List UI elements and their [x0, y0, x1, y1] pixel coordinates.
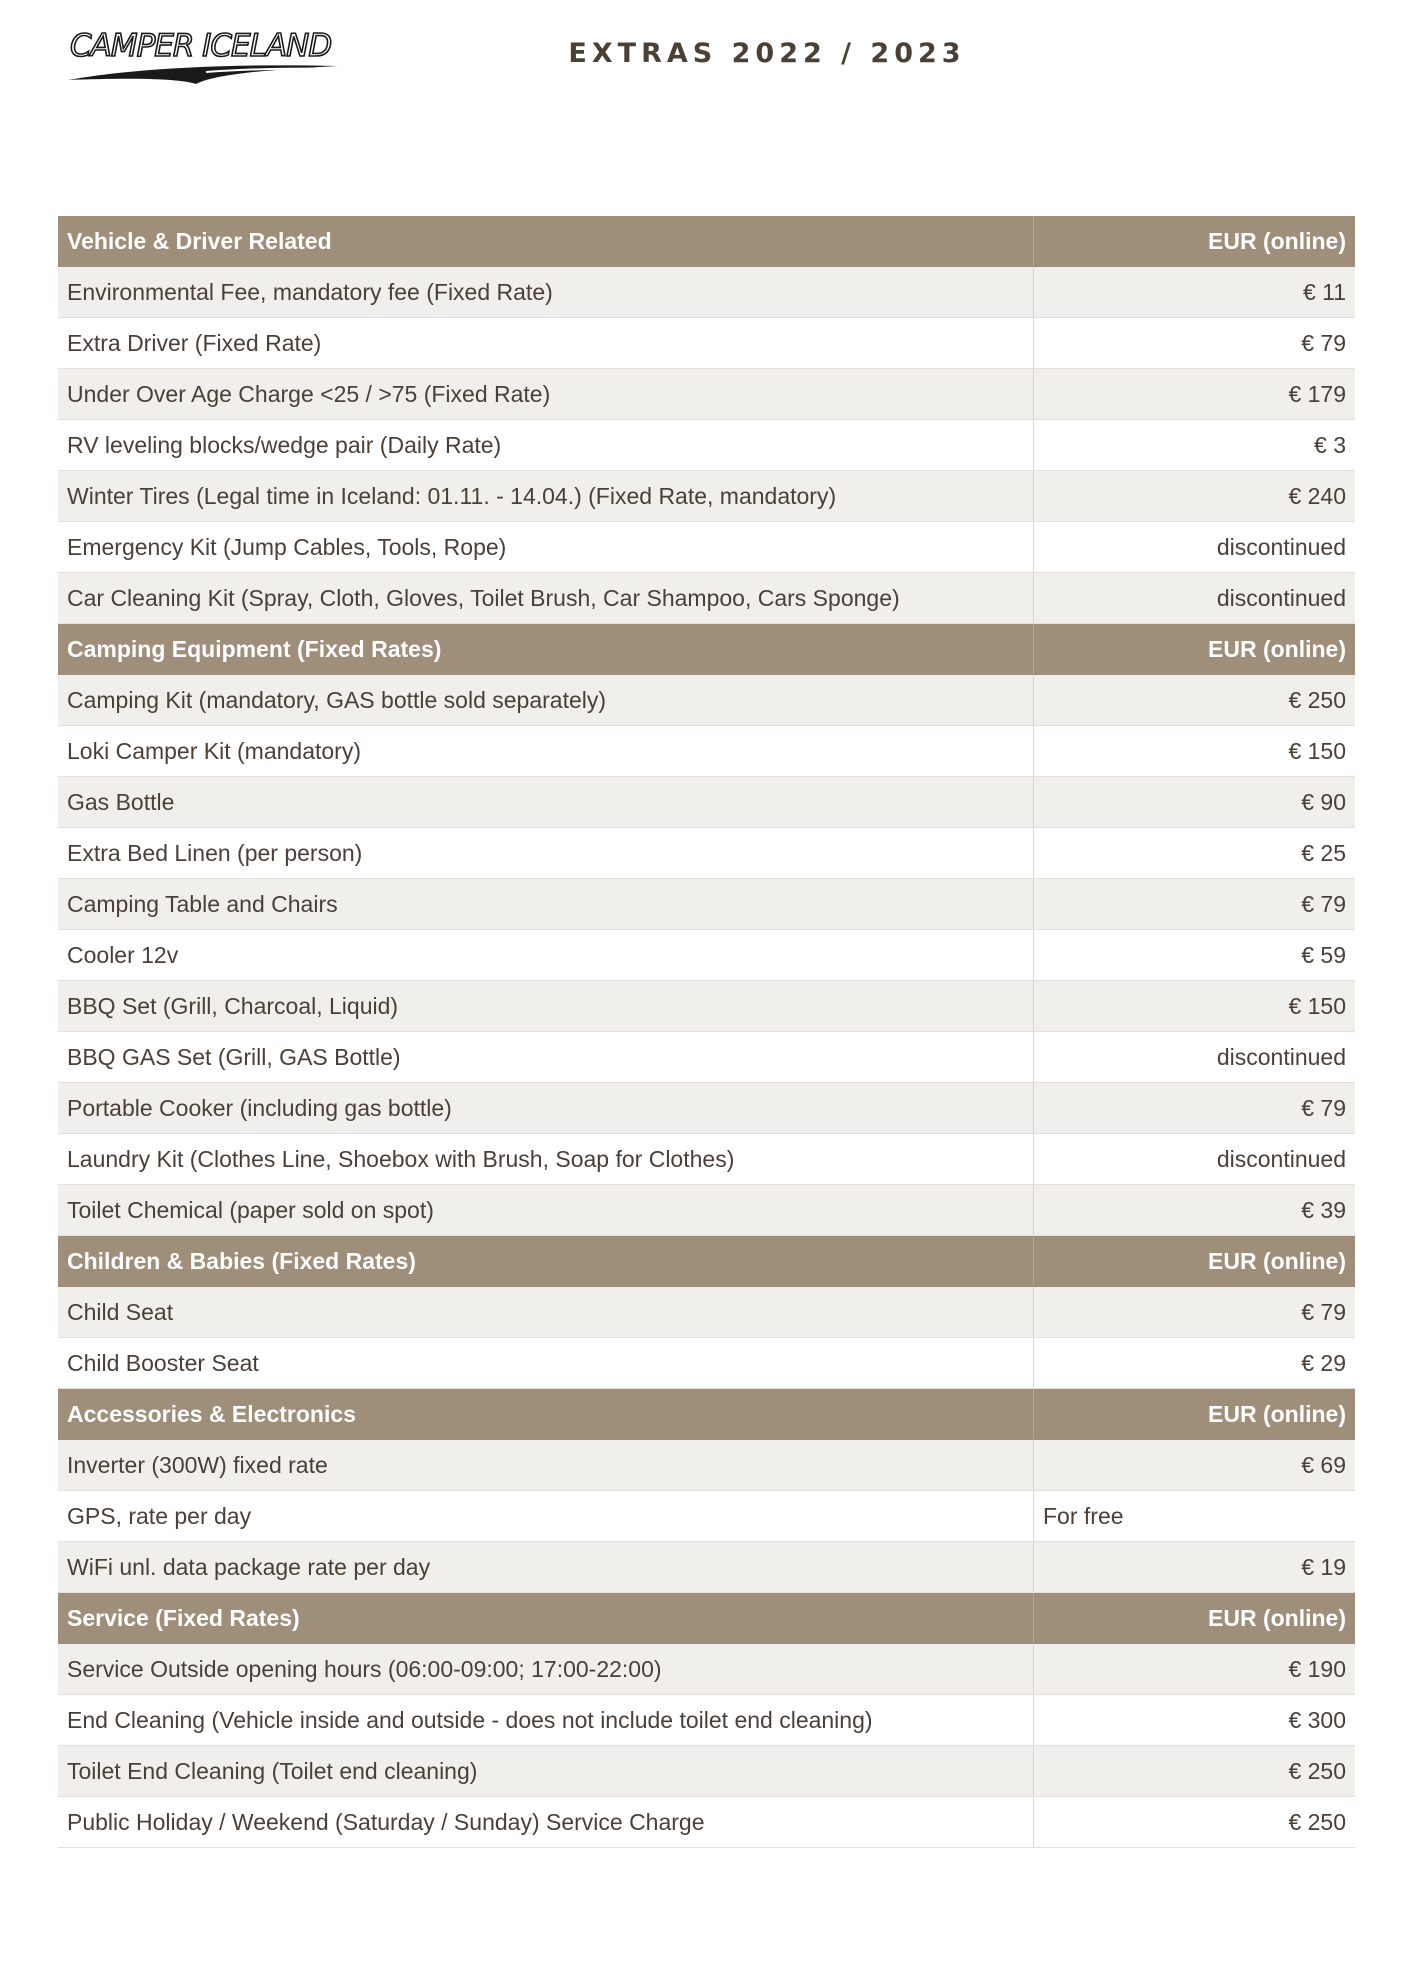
- item-description: Gas Bottle: [58, 777, 1034, 828]
- item-description: Cooler 12v: [58, 930, 1034, 981]
- item-price: € 79: [1034, 1287, 1356, 1338]
- item-price: € 69: [1034, 1440, 1356, 1491]
- item-description: Public Holiday / Weekend (Saturday / Sunday) Service Charge: [58, 1797, 1034, 1848]
- item-price: € 59: [1034, 930, 1356, 981]
- section-header-row: [58, 624, 1355, 675]
- item-description: Laundry Kit (Clothes Line, Shoebox with Brush, Soap for Clothes): [58, 1134, 1034, 1185]
- item-price: € 90: [1034, 777, 1356, 828]
- section-title: Vehicle & Driver Related: [58, 216, 1034, 267]
- price-column-header: EUR (online): [1034, 1389, 1356, 1440]
- item-price: € 150: [1034, 981, 1356, 1032]
- table-row: [58, 777, 1355, 828]
- item-description: WiFi unl. data package rate per day: [58, 1542, 1034, 1593]
- item-price: € 250: [1034, 675, 1356, 726]
- item-price: € 3: [1034, 420, 1356, 471]
- section-title: Service (Fixed Rates): [58, 1593, 1034, 1644]
- item-price: € 19: [1034, 1542, 1356, 1593]
- price-column-header: EUR (online): [1034, 1593, 1356, 1644]
- extras-price-table: [58, 216, 1355, 1848]
- section-header-row: [58, 1389, 1355, 1440]
- item-price: € 179: [1034, 369, 1356, 420]
- section-title: Children & Babies (Fixed Rates): [58, 1236, 1034, 1287]
- item-description: BBQ Set (Grill, Charcoal, Liquid): [58, 981, 1034, 1032]
- item-description: Inverter (300W) fixed rate: [58, 1440, 1034, 1491]
- item-price: € 190: [1034, 1644, 1356, 1695]
- table-row: [58, 1491, 1355, 1542]
- item-price: discontinued: [1034, 1134, 1356, 1185]
- table-row: [58, 879, 1355, 930]
- table-row: [58, 1032, 1355, 1083]
- table-row: [58, 930, 1355, 981]
- item-price: discontinued: [1034, 1032, 1356, 1083]
- item-description: BBQ GAS Set (Grill, GAS Bottle): [58, 1032, 1034, 1083]
- table-row: [58, 573, 1355, 624]
- item-price: € 25: [1034, 828, 1356, 879]
- item-price: € 79: [1034, 1083, 1356, 1134]
- table-row: [58, 471, 1355, 522]
- table-row: [58, 1695, 1355, 1746]
- table-row: [58, 1797, 1355, 1848]
- item-description: Child Seat: [58, 1287, 1034, 1338]
- section-title: Accessories & Electronics: [58, 1389, 1034, 1440]
- table-row: [58, 1134, 1355, 1185]
- item-price: € 29: [1034, 1338, 1356, 1389]
- section-header-row: [58, 216, 1355, 267]
- table-row: [58, 318, 1355, 369]
- item-price: € 39: [1034, 1185, 1356, 1236]
- item-price: For free: [1034, 1491, 1356, 1542]
- table-row: [58, 726, 1355, 777]
- item-description: Emergency Kit (Jump Cables, Tools, Rope): [58, 522, 1034, 573]
- item-description: Service Outside opening hours (06:00-09:00; 17:00-22:00): [58, 1644, 1034, 1695]
- item-price: € 11: [1034, 267, 1356, 318]
- item-description: Environmental Fee, mandatory fee (Fixed Rate): [58, 267, 1034, 318]
- item-price: € 300: [1034, 1695, 1356, 1746]
- section-header-row: [58, 1593, 1355, 1644]
- item-description: Winter Tires (Legal time in Iceland: 01.11. - 14.04.) (Fixed Rate, mandatory): [58, 471, 1034, 522]
- table-row: [58, 420, 1355, 471]
- item-description: Camping Table and Chairs: [58, 879, 1034, 930]
- table-row: [58, 369, 1355, 420]
- item-price: discontinued: [1034, 522, 1356, 573]
- item-description: Under Over Age Charge <25 / >75 (Fixed Rate): [58, 369, 1034, 420]
- price-column-header: EUR (online): [1034, 216, 1356, 267]
- table-row: [58, 522, 1355, 573]
- table-row: [58, 1185, 1355, 1236]
- table-row: [58, 1644, 1355, 1695]
- table-row: [58, 1287, 1355, 1338]
- item-price: € 240: [1034, 471, 1356, 522]
- item-price: discontinued: [1034, 573, 1356, 624]
- table-row: [58, 1440, 1355, 1491]
- item-description: Loki Camper Kit (mandatory): [58, 726, 1034, 777]
- item-description: Car Cleaning Kit (Spray, Cloth, Gloves, Toilet Brush, Car Shampoo, Cars Sponge): [58, 573, 1034, 624]
- item-description: Portable Cooker (including gas bottle): [58, 1083, 1034, 1134]
- item-price: € 150: [1034, 726, 1356, 777]
- table-row: [58, 1542, 1355, 1593]
- item-description: Toilet Chemical (paper sold on spot): [58, 1185, 1034, 1236]
- price-column-header: EUR (online): [1034, 624, 1356, 675]
- item-description: Extra Driver (Fixed Rate): [58, 318, 1034, 369]
- table-row: [58, 981, 1355, 1032]
- item-description: Extra Bed Linen (per person): [58, 828, 1034, 879]
- table-row: [58, 675, 1355, 726]
- item-description: End Cleaning (Vehicle inside and outside - does not include toilet end cleaning): [58, 1695, 1034, 1746]
- item-price: € 79: [1034, 879, 1356, 930]
- table-row: [58, 1083, 1355, 1134]
- item-description: Toilet End Cleaning (Toilet end cleaning): [58, 1746, 1034, 1797]
- item-price: € 250: [1034, 1746, 1356, 1797]
- item-description: Camping Kit (mandatory, GAS bottle sold separately): [58, 675, 1034, 726]
- item-price: € 250: [1034, 1797, 1356, 1848]
- table-row: [58, 267, 1355, 318]
- logo-text: CAMPER ICELAND: [70, 28, 332, 64]
- page-title: EXTRAS 2022 / 2023: [568, 38, 966, 69]
- price-column-header: EUR (online): [1034, 1236, 1356, 1287]
- section-title: Camping Equipment (Fixed Rates): [58, 624, 1034, 675]
- table-row: [58, 828, 1355, 879]
- item-description: RV leveling blocks/wedge pair (Daily Rate): [58, 420, 1034, 471]
- item-description: Child Booster Seat: [58, 1338, 1034, 1389]
- section-header-row: [58, 1236, 1355, 1287]
- table-row: [58, 1338, 1355, 1389]
- item-description: GPS, rate per day: [58, 1491, 1034, 1542]
- table-row: [58, 1746, 1355, 1797]
- item-price: € 79: [1034, 318, 1356, 369]
